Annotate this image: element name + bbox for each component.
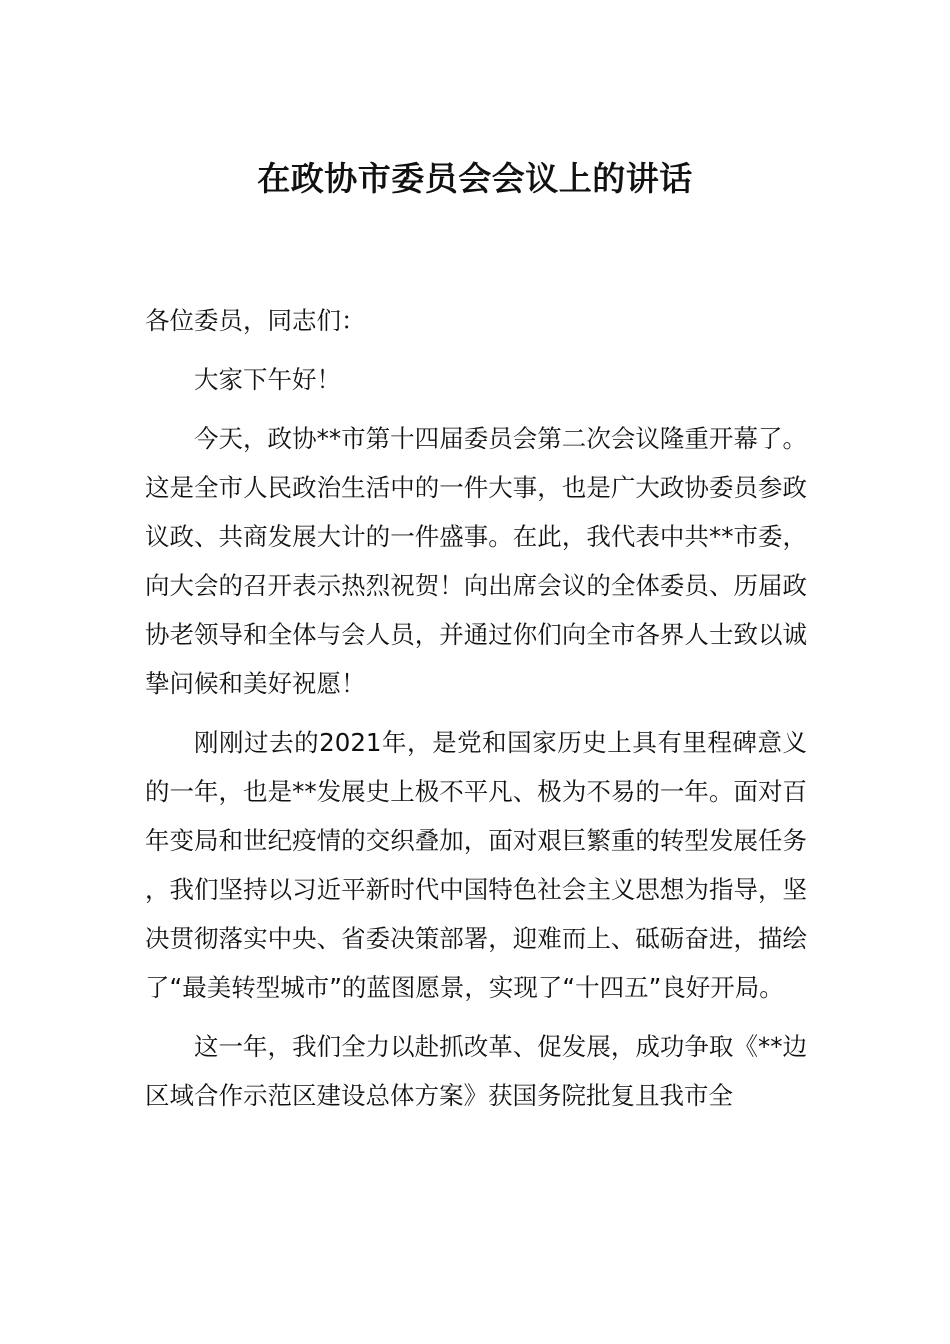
document-body — [145, 296, 807, 1130]
salutation: 各位委员，同志们： — [145, 306, 366, 335]
document-title: 在政协市委员会会议上的讲话 — [257, 159, 693, 198]
greeting: 大家下午好！ — [194, 365, 341, 394]
paragraph: 刚刚过去的2021年，是党和国家历史上具有里程碑意义的一年，也是**发展史上极不平凡、极为不易的一年。面对百年变局和世纪疫情的交织叠加，面对艰巨繁重的转型发展任务，我们坚持以习近平新时代中国特色社会主义思想为指导，坚决贯彻落实中央、省委决策部署，迎难而上、砥砺奋进，描绘了“最美转型城市”的蓝图愿景，实现了“十四五”良好开局。 — [145, 728, 807, 1002]
paragraph: 今天，政协**市第十四届委员会第二次会议隆重开幕了。这是全市人民政治生活中的一件大事，也是广大政协委员参政议政、共商发展大计的一件盛事。在此，我代表中共**市委，向大会的召开表示热烈祝贺！向出席会议的全体委员、历届政协老领导和全体与会人员，并通过你们向全市各界人士致以诚挚问候和美好祝愿！ — [145, 424, 807, 698]
paragraph: 这一年，我们全力以赴抓改革、促发展，成功争取《**边区域合作示范区建设总体方案》获国务院批复且我市全 — [145, 1032, 807, 1110]
